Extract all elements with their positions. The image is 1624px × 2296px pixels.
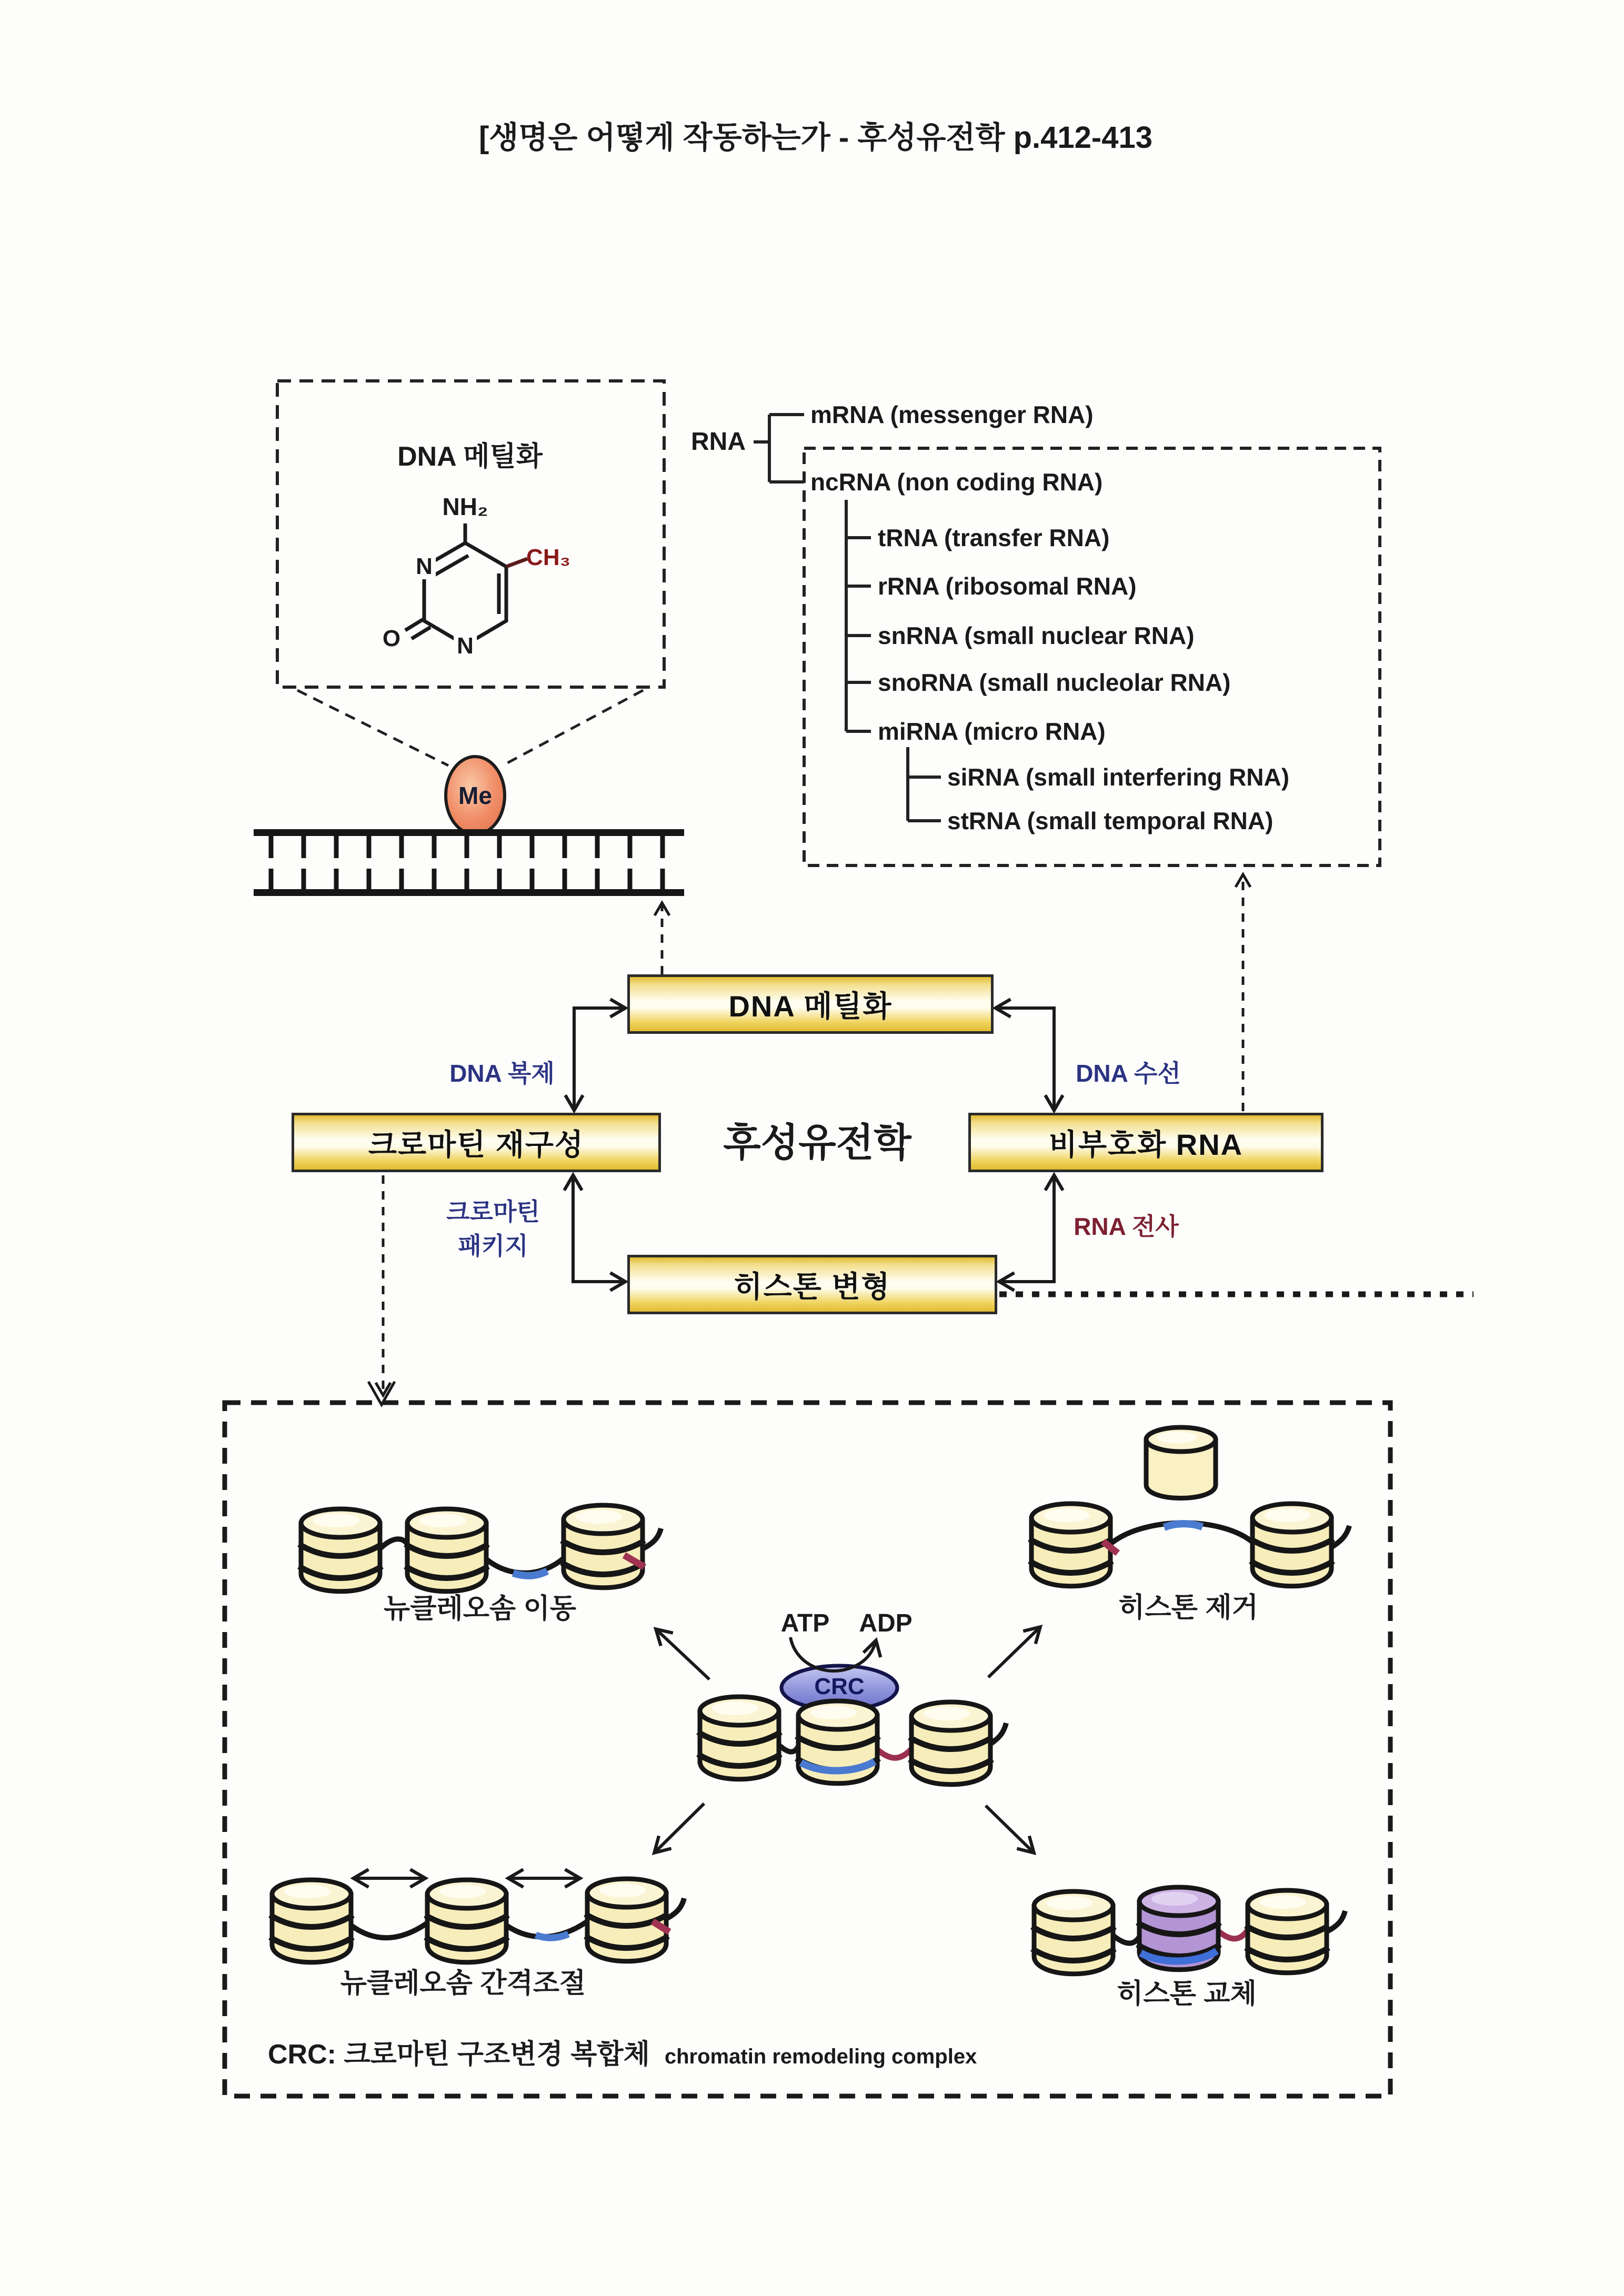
page-title: [생명은 어떻게 작동하는가 - 후성유전학 p.412-413	[478, 120, 1153, 155]
dna-ladder	[254, 829, 684, 896]
chem-nh2-label: NH₂	[442, 493, 488, 520]
edge-label-chromatin-package-1: 크로마틴	[446, 1198, 540, 1225]
flow-center-title: 후성유전학	[723, 1121, 911, 1164]
nucleosome-move-label: 뉴클레오솜 이동	[383, 1594, 577, 1624]
histone-removal-label: 히스톤 제거	[1118, 1593, 1258, 1623]
chem-n-bottom-label: N	[454, 633, 477, 659]
histone-swap-label: 히스톤 교체	[1117, 1979, 1257, 2009]
flow-box-chromatin-remodeling	[292, 1113, 661, 1172]
flow-box-chromatin-remodeling-label: 크로마틴 재구성	[368, 1127, 585, 1161]
rna-item-snorna: snoRNA (small nucleolar RNA)	[878, 669, 1231, 696]
me-bead-label: Me	[458, 782, 492, 809]
crc-caption-english: chromatin remodeling complex	[664, 2045, 977, 2068]
rna-item-mirna: miRNA (micro RNA)	[878, 718, 1106, 745]
rna-item-snrna: snRNA (small nuclear RNA)	[878, 622, 1195, 649]
flow-box-noncoding-rna-label: 비부호화 RNA	[1048, 1127, 1244, 1161]
inset-title: DNA 메틸화	[397, 441, 543, 472]
rna-item-strna: stRNA (small temporal RNA)	[947, 807, 1274, 834]
ncrna-dashed-box	[804, 448, 1380, 865]
rna-item-sirna: siRNA (small interfering RNA)	[947, 763, 1290, 791]
nucleosome-spacing-label: 뉴클레오솜 간격조절	[340, 1968, 586, 1999]
crc-caption	[268, 2041, 977, 2068]
atp-label: ATP	[780, 1609, 830, 1637]
cytosine-structure	[405, 523, 527, 645]
methylation-inset-box	[277, 381, 664, 766]
nucleosome-spacing-figure	[270, 1878, 684, 1962]
chem-ch3-label: CH₃	[526, 545, 570, 570]
rna-item-mrna: mRNA (messenger RNA)	[810, 401, 1094, 428]
edge-label-dna-replication: DNA 복제	[449, 1060, 555, 1087]
edge-label-chromatin-package-2: 패키지	[458, 1232, 528, 1260]
rna-item-ncrna: ncRNA (non coding RNA)	[810, 468, 1103, 496]
crc-center-figure	[698, 1637, 1006, 1785]
rna-root-label: RNA	[691, 428, 746, 456]
chem-o-label: O	[379, 626, 404, 651]
flow-box-noncoding-rna	[968, 1113, 1324, 1172]
crc-label: CRC	[814, 1674, 865, 1699]
nucleosome-move-figure	[299, 1505, 661, 1592]
chem-n-left-label: N	[413, 554, 436, 579]
rna-item-trna: tRNA (transfer RNA)	[878, 524, 1110, 551]
edge-label-dna-repair: DNA 수선	[1076, 1060, 1181, 1087]
flow-box-dna-methylation-label: DNA 메틸화	[728, 989, 893, 1023]
histone-removal-figure	[1029, 1427, 1349, 1586]
flow-box-histone-modification-label: 히스톤 변형	[734, 1270, 891, 1303]
edge-label-rna-transcription: RNA 전사	[1074, 1213, 1179, 1240]
adp-label: ADP	[859, 1609, 913, 1637]
flow-box-histone-modification	[627, 1255, 997, 1314]
rna-item-rrna: rRNA (ribosomal RNA)	[878, 572, 1137, 600]
histone-swap-figure	[1032, 1887, 1345, 1974]
crc-caption-korean: CRC: 크로마틴 구조변경 복합체	[268, 2039, 650, 2070]
flow-box-dna-methylation	[627, 974, 994, 1034]
